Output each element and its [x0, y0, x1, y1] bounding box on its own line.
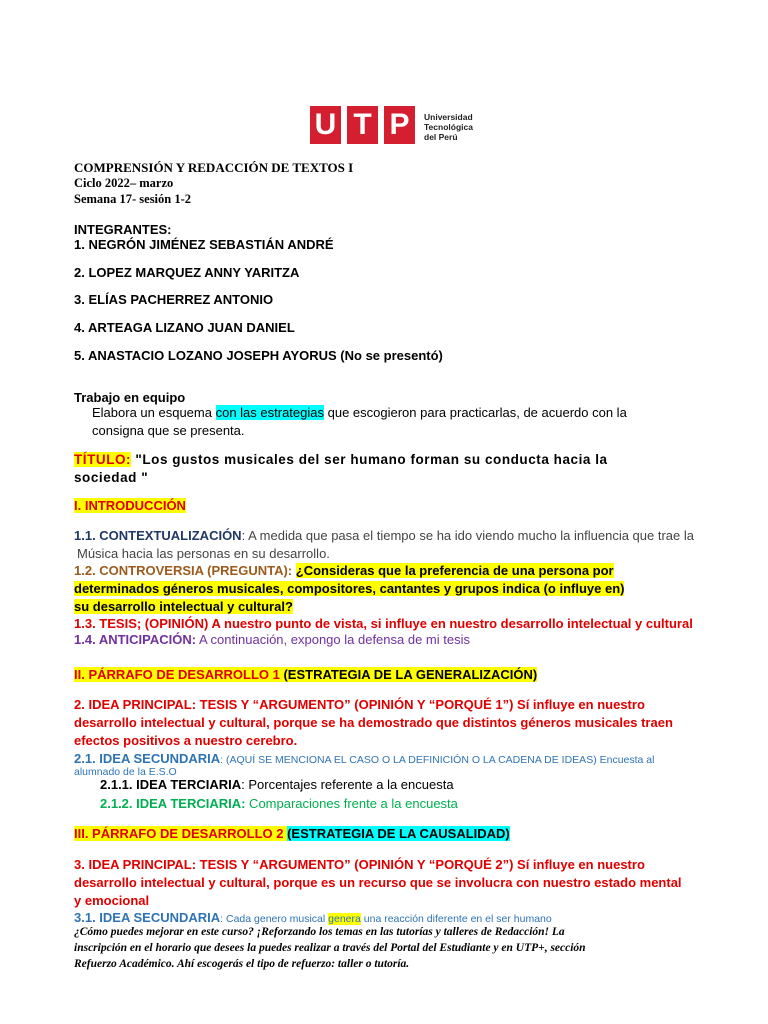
- team-heading: Trabajo en equipo: [74, 390, 186, 405]
- p1-main-idea-line-2: desarrollo intelectual y cultural, porque se ha demostrado que distintos géneros musicales traen: [74, 715, 673, 730]
- footer-note-line-3: Refuerzo Académico. Ahí escogerás el tipo de refuerzo: taller o tutoría.: [74, 958, 410, 970]
- member-5: 5. ANASTACIO LOZANO JOSEPH AYORUS (No se presentó): [74, 348, 443, 363]
- thesis: 1.3. TESIS; (OPINIÓN) A nuestro punto de vista, si influye en nuestro desarrollo intelectual y cultural: [74, 616, 693, 631]
- controversy-line-1: 1.2. CONTROVERSIA (PREGUNTA): ¿Consideras que la preferencia de una persona por: [74, 563, 614, 578]
- member-3: 3. ELÍAS PACHERREZ ANTONIO: [74, 292, 274, 307]
- members-label: INTEGRANTES:: [74, 222, 172, 237]
- paragraph-2-heading: III. PÁRRAFO DE DESARROLLO 2 (ESTRATEGIA DE LA CAUSALIDAD): [74, 826, 510, 841]
- p1-main-idea-line-1: 2. IDEA PRINCIPAL: TESIS Y “ARGUMENTO” (OPINIÓN Y “PORQUÉ 1”) Sí influye en nuestro: [74, 697, 645, 712]
- member-4: 4. ARTEAGA LIZANO JUAN DANIEL: [74, 320, 295, 335]
- member-1: 1. NEGRÓN JIMÉNEZ SEBASTIÁN ANDRÉ: [74, 237, 334, 252]
- team-instruction-line-1: Elabora un esquema con las estrategias que escogieron para practicarlas, de acuerdo con la: [92, 405, 627, 420]
- p1-secondary-idea: 2.1. IDEA SECUNDARIA: (AQUÍ SE MENCIONA EL CASO O LA DEFINICIÓN O LA CADENA DE IDEAS) Encuesta al: [74, 751, 655, 766]
- controversy-line-2: determinados géneros musicales, compositores, cantantes y grupos indica (o influye en): [74, 581, 625, 596]
- team-instruction-line-2: consigna que se presenta.: [92, 423, 245, 438]
- intro-heading: I. INTRODUCCIÓN: [74, 498, 186, 513]
- logo-letter-t: T: [347, 106, 378, 144]
- p2-secondary-idea: 3.1. IDEA SECUNDARIA: Cada genero musical genera una reacción diferente en el ser humano: [74, 910, 552, 925]
- footer-note-line-2: inscripción en el horario que desees la puedes realizar a través del Portal del Estudiante y en UTP+, sección: [74, 942, 586, 954]
- anticipation: 1.4. ANTICIPACIÓN: A continuación, expongo la defensa de mi tesis: [74, 632, 470, 647]
- course-title: COMPRENSIÓN Y REDACCIÓN DE TEXTOS I: [74, 160, 354, 175]
- logo-university-name: Universidad Tecnológica del Perú: [424, 112, 473, 142]
- contextualization: 1.1. CONTEXTUALIZACIÓN: A medida que pasa el tiempo se ha ido viendo mucho la influencia que trae la: [74, 528, 694, 543]
- p2-main-idea-line-1: 3. IDEA PRINCIPAL: TESIS Y “ARGUMENTO” (OPINIÓN Y “PORQUÉ 2”) Sí influye en nuestro: [74, 857, 645, 872]
- footer-note-line-1: ¿Cómo puedes mejorar en este curso? ¡Reforzando los temas en las tutorías y talleres de Redacción! La: [74, 926, 565, 938]
- cycle-text: Ciclo 2022– marzo: [74, 176, 174, 190]
- controversy-line-3: su desarrollo intelectual y cultural?: [74, 599, 293, 614]
- essay-title-line-1: TÍTULO: "Los gustos musicales del ser humano forman su conducta hacia la: [74, 452, 608, 467]
- essay-title-line-2: sociedad ": [74, 470, 149, 485]
- p1-tertiary-idea-1: 2.1.1. IDEA TERCIARIA: Porcentajes referente a la encuesta: [100, 777, 454, 792]
- week-text: Semana 17- sesión 1-2: [74, 192, 192, 206]
- utp-logo: [310, 106, 472, 148]
- p1-main-idea-line-3: efectos positivos a nuestro cerebro.: [74, 733, 298, 748]
- logo-letter-p: P: [384, 106, 415, 144]
- p1-secondary-idea-line-2: alumnado de la E.S.O: [74, 766, 177, 778]
- logo-letter-u: U: [310, 106, 341, 144]
- p1-tertiary-idea-2: 2.1.2. IDEA TERCIARIA: Comparaciones frente a la encuesta: [100, 796, 458, 811]
- paragraph-1-heading: II. PÁRRAFO DE DESARROLLO 1 (ESTRATEGIA DE LA GENERALIZACIÓN): [74, 667, 538, 682]
- contextualization-line-2: Música hacia las personas en su desarrollo.: [77, 546, 330, 561]
- p2-main-idea-line-2: desarrollo intelectual y cultural, porque es un recurso que se involucra con nuestro estado mental: [74, 875, 682, 890]
- member-2: 2. LOPEZ MARQUEZ ANNY YARITZA: [74, 265, 300, 280]
- p2-main-idea-line-3: y emocional: [74, 893, 150, 908]
